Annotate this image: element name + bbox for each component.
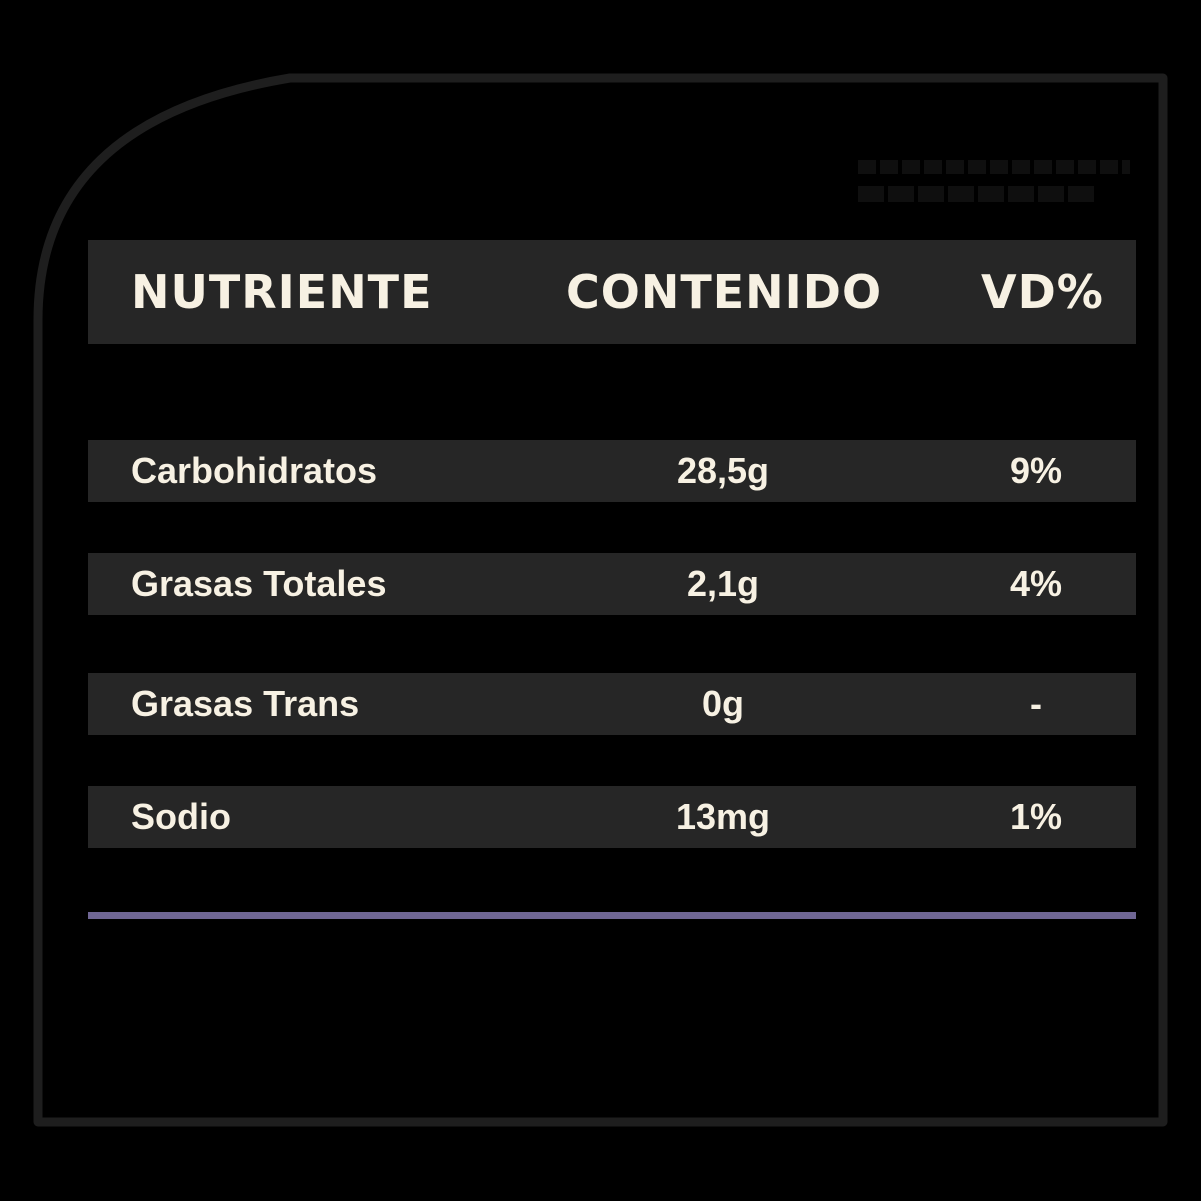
serving-note-line: [858, 186, 1094, 202]
nutrient-content: 0g: [701, 683, 744, 724]
table-row: [88, 553, 1136, 615]
nutrient-name: Grasas Trans: [131, 683, 360, 724]
nutrient-vd: -: [1030, 683, 1042, 724]
nutrient-content: 13mg: [675, 796, 771, 837]
nutrient-vd: 4%: [1009, 563, 1063, 604]
table-row: [88, 673, 1136, 735]
nutrient-name: Grasas Totales: [131, 563, 387, 604]
nutrient-name: Carbohidratos: [131, 450, 378, 491]
nutrient-content: 2,1g: [686, 563, 760, 604]
nutrient-vd: 9%: [1009, 450, 1063, 491]
header-nutriente: NUTRIENTE: [131, 265, 433, 319]
table-row: [88, 786, 1136, 848]
header-vd: VD%: [981, 265, 1104, 319]
nutrient-name: Sodio: [131, 796, 231, 837]
header-contenido: CONTENIDO: [566, 265, 883, 319]
nutrient-vd: 1%: [1009, 796, 1063, 837]
nutrient-content: 28,5g: [676, 450, 770, 491]
serving-note: [856, 152, 1136, 212]
serving-note-line: [858, 160, 1130, 174]
table-header: [88, 240, 1136, 344]
table-row: [88, 440, 1136, 502]
table-bottom-rule: [88, 912, 1136, 919]
